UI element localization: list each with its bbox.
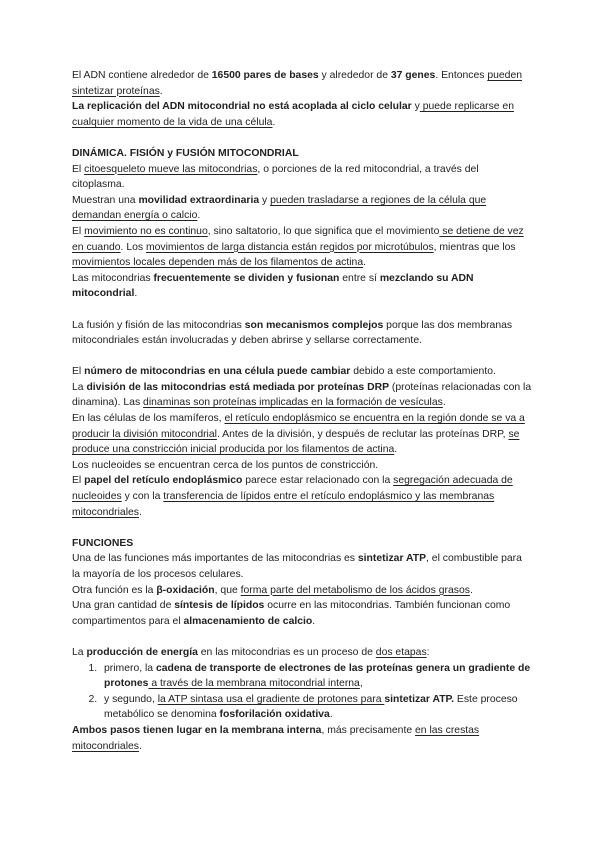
text: y con la — [121, 491, 164, 503]
bold-text: sintetizar ATP. — [384, 693, 455, 705]
text: El — [72, 163, 85, 175]
underlined-text: movimiento no es continuo — [84, 225, 208, 237]
paragraph-energy — [72, 645, 532, 661]
bold-text: son mecanismos complejos — [244, 319, 384, 331]
paragraph-adn-genes — [72, 68, 532, 99]
text: , mientras que los — [433, 241, 516, 253]
list-item — [100, 661, 532, 692]
paragraph-beta-oxidation — [72, 583, 532, 599]
underlined-text: pueden trasladarse a regiones de la célula que demandan energía o calcio — [72, 194, 487, 222]
bold-text: 37 genes — [390, 70, 436, 81]
underlined-text: la ATP sintasa usa el gradiente de protones para — [157, 693, 385, 705]
bold-text: número de mitocondrias en una célula puede cambiar — [84, 366, 351, 378]
section-heading-dinamica: DINÁMICA. FISIÓN y FUSIÓN MITOCONDRIAL — [72, 147, 299, 159]
energy-steps-list — [72, 661, 532, 723]
bold-text: almacenamiento de calcio — [183, 615, 313, 627]
text: parece estar relacionado con la — [242, 475, 394, 487]
text: . Antes de la división, y después de reclutar las proteínas DRP, — [216, 428, 509, 440]
bold-text: La replicación del ADN mitocondrial no está acoplada al ciclo celular — [72, 101, 412, 113]
paragraph-atp — [72, 551, 532, 582]
text: La fusión y fisión de las mitocondrias — [72, 319, 245, 331]
text: . — [139, 740, 142, 752]
paragraph-number — [72, 364, 532, 380]
text: en las mitocondrias es un proceso de — [197, 646, 376, 658]
bold-text: movilidad extraordinaria — [138, 194, 260, 206]
bold-text: síntesis de lípidos — [174, 600, 265, 612]
text: Las mitocondrias — [72, 272, 154, 284]
text: (proteínas relacionadas con la dinamina). Las — [72, 381, 532, 409]
paragraph-drp — [72, 380, 532, 411]
text: . — [394, 444, 398, 456]
underlined-text: puede replicarse en cualquier momento de la vida de una célula — [72, 101, 514, 128]
underlined-text: se detiene de vez en cuando — [72, 225, 524, 253]
paragraph-cytoskeleton — [72, 162, 532, 193]
bold-text: mezclando su ADN mitocondrial — [72, 272, 474, 300]
text: . — [139, 506, 142, 518]
underlined-text: movimientos locales dependen más de los filamentos de actina — [72, 257, 364, 269]
text: . — [159, 85, 163, 97]
underlined-text: dinaminas son proteínas implicadas en la formación de vesículas — [143, 397, 443, 409]
text: Una gran cantidad de — [72, 600, 175, 612]
bold-text: β-oxidación — [156, 584, 215, 596]
text: , — [359, 678, 363, 690]
bold-text: sintetizar ATP — [357, 553, 427, 565]
underlined-text: dos etapas — [375, 646, 427, 658]
text: El — [72, 475, 85, 487]
paragraph-nucleoids: Los nucleoides se encuentran cerca de los puntos de constricción. — [72, 459, 379, 471]
underlined-text: segregación adecuada de nucleoides — [72, 475, 513, 503]
bold-text: papel del retículo endoplásmico — [84, 475, 243, 487]
bold-text: frecuentemente se dividen y fusionan — [153, 272, 340, 284]
text: ocurre en las mitocondrias. También funcionan como compartimentos para el — [72, 600, 511, 627]
text: entre sí — [339, 272, 380, 284]
paragraph-mammals — [72, 411, 532, 458]
text: Otra función es la — [72, 584, 157, 596]
paragraph-divide-fuse — [72, 271, 532, 302]
bold-text: fosforilación oxidativa — [219, 709, 330, 721]
document-page — [72, 68, 532, 754]
text: Este proceso metabólico se denomina — [104, 693, 518, 721]
text: . — [197, 210, 201, 222]
text: Muestran una — [72, 194, 139, 206]
underlined-text: movimientos de larga distancia están regidos por microtúbulos — [145, 241, 434, 253]
text: primero, la — [104, 662, 156, 674]
text: El ADN contiene alrededor de — [72, 70, 212, 81]
paragraph-er-role — [72, 473, 532, 520]
text: : — [426, 646, 430, 658]
text: . — [134, 288, 138, 300]
text: y — [411, 101, 420, 113]
text: . — [442, 397, 446, 409]
underlined-text: forma parte del metabolismo de los ácidos grasos — [240, 584, 470, 596]
text: , sino saltatorio, lo que significa que el movimiento — [207, 225, 440, 237]
text: , el combustible para la mayoría de los procesos celulares. — [72, 553, 522, 580]
text: , más precisamente — [321, 724, 416, 736]
text: . — [272, 116, 276, 128]
text: La — [72, 646, 87, 658]
text: . Entonces — [435, 70, 488, 81]
text: debido a este comportamiento. — [350, 366, 496, 378]
bold-text: cadena de transporte de electrones de las proteínas genera un gradiente de protones — [104, 662, 531, 690]
text: y — [259, 194, 271, 206]
underlined-text: citoesqueleto mueve las mitocondrias — [84, 163, 258, 175]
paragraph-replication — [72, 99, 532, 130]
text: El — [72, 225, 85, 237]
paragraph-mobility — [72, 193, 532, 224]
text: . — [312, 615, 316, 627]
bold-text: división de las mitocondrias está mediada por proteínas DRP — [86, 381, 390, 393]
underlined-text: en las crestas mitocondriales — [72, 724, 480, 752]
underlined-text: el retículo endoplásmico se encuentra en la región donde se va a producir la división mitocondrial — [72, 413, 525, 440]
text: El — [72, 366, 85, 378]
text: , o porciones de la red mitocondrial, a través del citoplasma. — [72, 163, 479, 191]
text: porque las dos membranas mitocondriales están involucradas y deben abrirse y sellarse correctamente. — [72, 319, 513, 347]
underlined-text: pueden sintetizar proteínas — [72, 70, 523, 97]
text: . — [469, 584, 473, 596]
underlined-text: transferencia de lípidos entre el retículo endoplásmico y las membranas mitocondriales — [72, 491, 495, 518]
paragraph-inner-membrane — [72, 723, 532, 754]
text: Una de las funciones más importantes de las mitocondrias es — [72, 553, 358, 565]
paragraph-lipids-calcium — [72, 598, 532, 629]
text: En las células de los mamíferos, — [72, 413, 225, 425]
bold-text: Ambos pasos tienen lugar en la membrana interna — [72, 724, 322, 736]
text: La — [72, 381, 87, 393]
text: . Los — [120, 241, 146, 253]
list-item — [100, 692, 532, 723]
underlined-text: se produce una constricción inicial producida por los filamentos de actina — [72, 428, 520, 456]
bold-text: 16500 pares de bases — [211, 70, 319, 81]
paragraph-fusion-fission — [72, 318, 532, 349]
text: . — [329, 709, 333, 721]
text: , que — [214, 584, 241, 596]
text: . — [363, 257, 366, 269]
section-heading-funciones: FUNCIONES — [72, 537, 134, 549]
text: y segundo, — [104, 693, 158, 705]
underlined-text: a través de la membrana mitocondrial interna — [148, 678, 360, 690]
bold-text: producción de energía — [86, 646, 198, 658]
paragraph-movement — [72, 224, 532, 271]
text: y alrededor de — [318, 70, 391, 81]
